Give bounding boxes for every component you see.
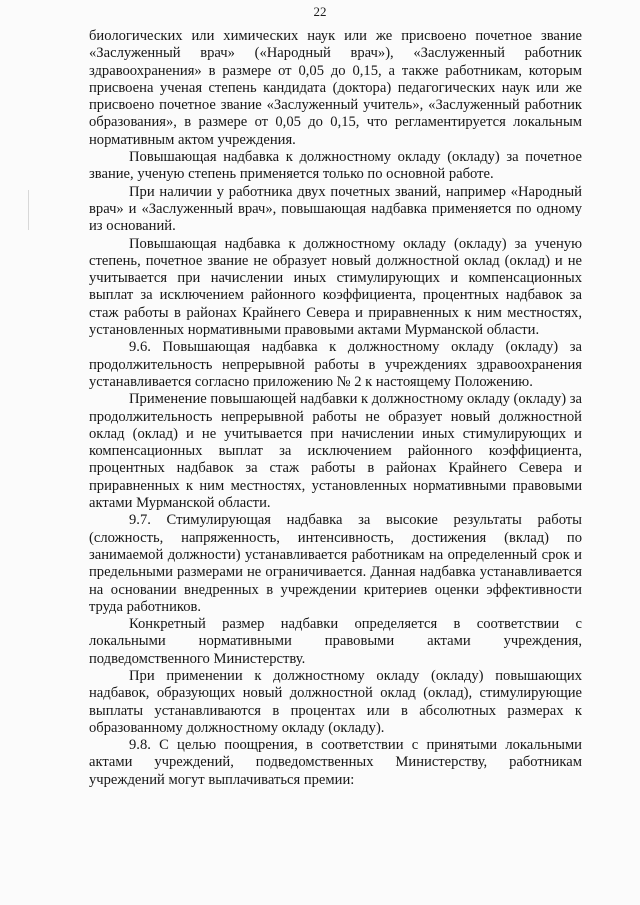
paragraph: Повышающая надбавка к должностному окладу (окладу) за ученую степень, почетное звание не образует новый должностной оклад (оклад) и не учитывается при начислении иных стимулирующих и компенсационных выплат за исключением районного коэффициента, процентных надбавок за стаж работы в районах Крайнего Севера и приравненных к ним местностях, установленных нормативными правовыми актами Мурманской области. xyxy=(89,235,582,339)
document-body xyxy=(89,28,582,789)
scan-margin-mark xyxy=(28,190,29,230)
paragraph: Повышающая надбавка к должностному окладу (окладу) за почетное звание, ученую степень применяется только по основной работе. xyxy=(89,149,582,183)
paragraph-section-9-6: 9.6. Повышающая надбавка к должностному окладу (окладу) за продолжительность непрерывной работы в учреждениях здравоохранения устанавливается согласно приложению № 2 к настоящему Положению. xyxy=(89,339,582,390)
paragraph: Применение повышающей надбавки к должностному окладу (окладу) за продолжительность непрерывной работы не образует новый должностной оклад (оклад) и не учитывается при начислении иных стимулирующих и компенсационных выплат за исключением районного коэффициента, процентных надбавок за стаж работы в районах Крайнего Севера и приравненных к ним местностях, установленных нормативными правовыми актами Мурманской области. xyxy=(89,391,583,512)
paragraph: При применении к должностному окладу (окладу) повышающих надбавок, образующих новый должностной оклад (оклад), стимулирующие выплаты устанавливаются в процентах или в абсолютных размерах к образованному должностному окладу (окладу). xyxy=(89,667,582,736)
paragraph-section-9-7: 9.7. Стимулирующая надбавка за высокие результаты работы (сложность, напряженность, интенсивность, достижения (вклад) по занимаемой должности) устанавливается работникам на определенный срок и предельными размерами не ограничивается. Данная надбавка устанавливается на основании внедренных в учреждении критериев оценки эффективности труда работников. xyxy=(89,512,582,615)
paragraph: Конкретный размер надбавки определяется в соответствии с локальными нормативными правовыми актами учреждения, подведомственного Министерству. xyxy=(89,616,582,667)
paragraph: При наличии у работника двух почетных званий, например «Народный врач» и «Заслуженный врач», повышающая надбавка применяется по одному из оснований. xyxy=(89,183,582,235)
page-number: 22 xyxy=(313,4,327,19)
paragraph-continuation: биологических или химических наук или же присвоено почетное звание «Заслуженный врач» («Народный врач»), «Заслуженный работник здравоохранения» в размере от 0,05 до 0,15, а также работникам, которым присвоена ученая степень кандидата (доктора) педагогических наук или же присвоено почетное звание «Заслуженный учитель», «Заслуженный работник образования», в размере от 0,05 до 0,15, что регламентируется локальным нормативным актом учреждения. xyxy=(89,28,582,148)
paragraph-section-9-8: 9.8. С целью поощрения, в соответствии с принятыми локальными актами учреждений, подведомственных Министерству, работникам учреждений могут выплачиваться премии: xyxy=(89,737,582,788)
